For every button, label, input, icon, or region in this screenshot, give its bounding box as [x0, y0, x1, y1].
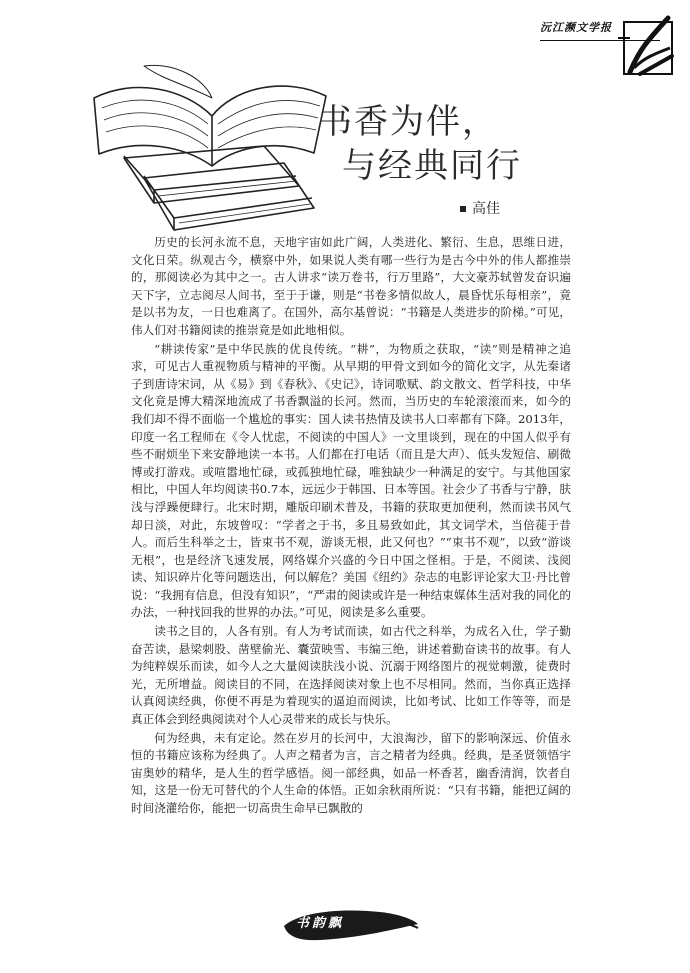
open-book-illustration-icon — [84, 58, 334, 238]
section-label: 书韵飘 — [296, 916, 345, 931]
paragraph: 历史的长河永流不息，天地宇宙如此广阔，人类进化、繁衍、生息，思维日进，文化日荣。纵观古今，横察中外，如果说人类有哪一些行为是古今中外的伟人都推崇的，那阅读必为其中之一。古人讲求“读万卷书，行万里路”，大文豪苏轼曾发奋识遍天下字，立志阅尽人间书，至于于谦，则是“书卷多情似故人，晨昏忧乐每相亲”，竟是以书为友，一日也难离了。在国外，高尔基曾说：“书籍是人类进步的阶梯。”可见，伟人们对书籍阅读的推崇竟是如此地相似。 — [131, 235, 571, 337]
paragraph: 读书之目的，人各有别。有人为考试而读，如古代之科举，为成名入仕，学子勤奋苦读，悬梁刺股、凿壁偷光、囊萤映雪、韦编三绝，讲述着勤奋读书的故事。有人为纯粹娱乐而读，如今人之大量阅读肤浅小说、沉溺于网络图片的视觉刺激，徒费时光，无所增益。阅读目的不同，在选择阅读对象上也不尽相同。然而，当你真正选择认真阅读经典，你便不再是为着现实的逼迫而阅读，比如考试、比如工作等等，而是真正体会到经典阅读对个人心灵带来的成长与快乐。 — [131, 624, 571, 727]
paragraph: “耕读传家”是中华民族的优良传统。“耕”，为物质之获取，“读”则是精神之追求，可见古人重视物质与精神的平衡。从早期的甲骨文到如今的简化文字，从先秦诸子到唐诗宋词，从《易》到《春秋》、《史记》，诗词歌赋、韵文散文、哲学科技，中华文化竟是博大精深地流成了书香飘溢的长河。然而，当历史的车轮滚滚而来，如今的我们却不得不面临一个尴尬的事实：国人读书热情及读书人口率都有下降。2013年，印度一名工程师在《令人忧虑，不阅读的中国人》一文里谈到，现在的中国人似乎有些不耐烦坐下来安静地读一本书。人们都在打电话（而且是大声）、低头发短信、刷微博或打游戏。或喧嚣地忙碌，或孤独地忙碌，唯独缺少一种满足的安宁。与其他国家相比，中国人年均阅读书0.7本，远远少于韩国、日本等国。社会少了书香与宁静，肤浅与浮躁便肆行。北宋时期，雕版印刷术普及，书籍的获取更加便利，然而读书风气却日淡，对此，东坡曾叹：“学者之于书，多且易致如此，其文词学术，当倍蓰于昔人。而后生科举之士，皆束书不观，游谈无根，此又何也？”“束书不观”，以致“游谈无根”，也是经济飞速发展，网络媒介兴盛的今日中国之怪相。于是，不阅读、浅阅读、知识碎片化等问题迭出，何以解危？美国《纽约》杂志的电影评论家大卫·丹比曾说：“我拥有信息，但没有知识”，“严肃的阅读或许是一种结束媒体生活对我的同化的办法，一种找回我的世界的办法。”可见，阅读是多么重要。 — [131, 341, 571, 620]
author-name: 高佳 — [472, 201, 500, 217]
author-byline — [460, 198, 500, 218]
article-title-line-2: 与经典同行 — [342, 146, 522, 186]
paragraph: 何为经典，未有定论。然在岁月的长河中，大浪淘沙，留下的影响深远、价值永恒的书籍应该称为经典了。人声之精者为言，言之精者为经典。经典，是圣贤领悟宇宙奥妙的精华，是人生的哲学感悟。阅一部经典，如品一杯香茗，幽香清润，饮者自知，这是一份无可替代的个人生命的体悟。正如余秋雨所说：“只有书籍，能把辽阔的时间浇灌给你，能把一切高贵生命早已飘散的 — [131, 730, 571, 815]
article-title-line-1: 书香为伴， — [318, 102, 498, 142]
publication-brand: 沅江濒文学报 — [540, 21, 612, 34]
article-body — [131, 234, 571, 904]
article-title — [318, 100, 578, 188]
brush-emblem-icon — [610, 8, 680, 83]
square-bullet-icon — [460, 206, 466, 212]
